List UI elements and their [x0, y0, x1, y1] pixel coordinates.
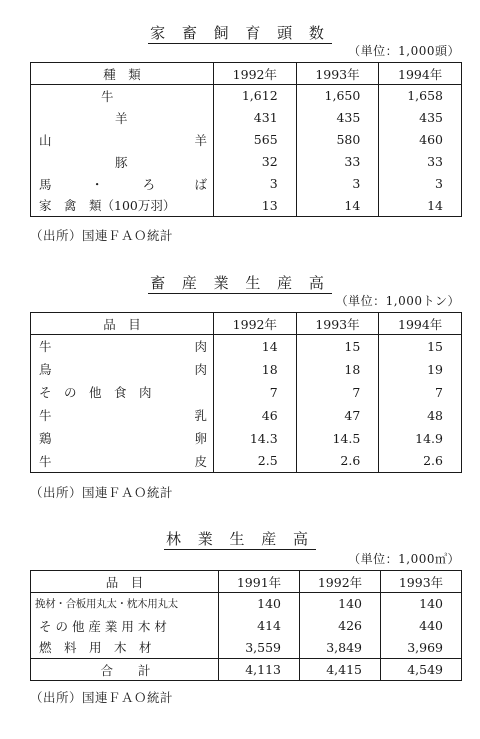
table-row [31, 129, 462, 151]
livestock-table [30, 62, 462, 217]
column-header: 1992年 [300, 571, 381, 593]
row-label: そ の 他 産 業 用 木 材 [39, 618, 167, 634]
table-cell: 565 [214, 129, 297, 151]
column-header: 種 類 [31, 63, 214, 85]
column-header: 1994年 [379, 313, 462, 335]
table-cell: 14.9 [379, 427, 462, 450]
table-cell: 440 [381, 615, 462, 637]
column-header: 1993年 [296, 63, 379, 85]
table-row [31, 173, 462, 195]
row-label: 牛 乳 [39, 408, 207, 423]
source-note: （出所）国連ＦＡＯ統計 [30, 485, 174, 500]
table-cell: 3,849 [300, 637, 381, 659]
row-label: 山 羊 [39, 132, 207, 148]
table-cell: 7 [296, 381, 379, 404]
table-row [31, 450, 462, 473]
table-cell: 3,559 [219, 637, 300, 659]
row-label: 牛 皮 [39, 453, 207, 469]
table-row [31, 358, 462, 381]
column-header: 1991年 [219, 571, 300, 593]
column-header: 1992年 [214, 313, 297, 335]
table-cell: 414 [219, 615, 300, 637]
table-cell: 32 [214, 151, 297, 173]
forestry-production-unit: （単位：1,000㎥） [348, 552, 460, 566]
column-header: 品 目 [31, 571, 219, 593]
table-cell: 435 [379, 107, 462, 129]
table-cell: 460 [379, 129, 462, 151]
row-label: 牛 肉 [39, 339, 207, 355]
table-cell: 435 [296, 107, 379, 129]
total-row [31, 659, 462, 681]
table-cell: 7 [379, 381, 462, 404]
table-cell: 47 [296, 404, 379, 427]
table-cell: 580 [296, 129, 379, 151]
table-cell: 1,658 [379, 85, 462, 107]
table-row [31, 195, 462, 217]
forestry-production-title: 林 業 生 産 高 [165, 530, 315, 548]
table-row [31, 107, 462, 129]
row-label: 豚 [115, 154, 128, 170]
table-cell: 4,113 [219, 659, 300, 681]
table-cell: 140 [219, 593, 300, 615]
table-cell: 14 [379, 195, 462, 217]
table-row [31, 381, 462, 404]
source-note: （出所）国連ＦＡＯ統計 [30, 228, 174, 243]
column-header: 1993年 [381, 571, 462, 593]
table-cell: 33 [296, 151, 379, 173]
column-header: 1994年 [379, 63, 462, 85]
table-header-row [31, 571, 462, 593]
table-cell: 48 [379, 404, 462, 427]
table-row [31, 615, 462, 637]
row-label: 家 禽 類（100万羽） [39, 198, 176, 214]
table-cell: 14.5 [296, 427, 379, 450]
livestock-title: 家 畜 飼 育 頭 数 [150, 24, 330, 42]
table-cell: 13 [214, 195, 297, 217]
table-cell: 1,650 [296, 85, 379, 107]
column-header: 1993年 [296, 313, 379, 335]
table-cell: 431 [214, 107, 297, 129]
table-row [31, 637, 462, 659]
livestock-production-unit: （単位：1,000トン） [335, 294, 460, 308]
table-header-row [31, 313, 462, 335]
table-cell: 3 [296, 173, 379, 195]
table-cell: 18 [214, 358, 297, 381]
table-cell: 19 [379, 358, 462, 381]
row-label: 挽材・合板用丸太・枕木用丸太 [35, 598, 178, 611]
table-row [31, 335, 462, 358]
source-note: （出所）国連ＦＡＯ統計 [30, 690, 174, 705]
forestry-production-table [30, 570, 462, 681]
table-cell: 33 [379, 151, 462, 173]
table-cell: 2.6 [296, 450, 379, 473]
livestock-unit: （単位：1,000頭） [348, 44, 460, 58]
table-cell: 7 [214, 381, 297, 404]
row-label: 燃 料 用 木 材 [39, 640, 152, 656]
row-label: 鳥 肉 [39, 362, 207, 377]
table-cell: 15 [379, 335, 462, 358]
column-header: 品 目 [31, 313, 214, 335]
row-label: そ の 他 食 肉 [39, 385, 152, 400]
table-row [31, 593, 462, 615]
table-cell: 18 [296, 358, 379, 381]
table-cell: 140 [381, 593, 462, 615]
livestock-production-table [30, 312, 462, 473]
table-cell: 14 [214, 335, 297, 358]
row-label: 牛 [101, 88, 114, 104]
livestock-production-title: 畜 産 業 生 産 高 [150, 274, 330, 292]
table-cell: 3,969 [381, 637, 462, 659]
table-row [31, 404, 462, 427]
row-label: 鶏 卵 [39, 431, 207, 446]
row-label: 羊 [115, 110, 128, 126]
table-cell: 2.5 [214, 450, 297, 473]
table-cell: 4,549 [381, 659, 462, 681]
table-cell: 14.3 [214, 427, 297, 450]
table-cell: 2.6 [379, 450, 462, 473]
table-row [31, 85, 462, 107]
table-header-row [31, 63, 462, 85]
table-cell: 140 [300, 593, 381, 615]
table-cell: 14 [296, 195, 379, 217]
table-cell: 4,415 [300, 659, 381, 681]
table-cell: 46 [214, 404, 297, 427]
row-label: 馬 ・ ろ ば [39, 176, 207, 192]
table-cell: 1,612 [214, 85, 297, 107]
table-cell: 3 [379, 173, 462, 195]
table-cell: 15 [296, 335, 379, 358]
column-header: 1992年 [214, 63, 297, 85]
table-row [31, 427, 462, 450]
table-cell: 3 [214, 173, 297, 195]
table-row [31, 151, 462, 173]
table-cell: 426 [300, 615, 381, 637]
total-label: 合 計 [31, 659, 219, 681]
